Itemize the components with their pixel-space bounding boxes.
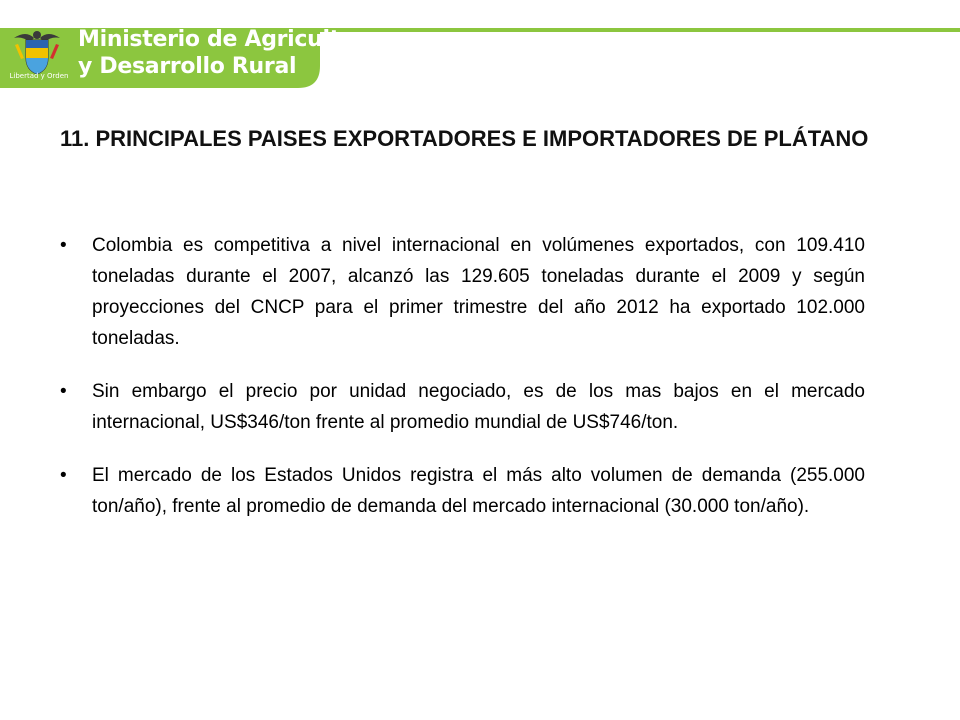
bullet-dot-icon: • xyxy=(60,235,67,256)
slide-title: 11. PRINCIPALES PAISES EXPORTADORES E IMPORTADORES DE PLÁTANO xyxy=(60,126,869,151)
bullet-list xyxy=(60,230,865,544)
bullet-item-exports xyxy=(60,230,865,354)
bullet-text: Colombia es competitiva a nivel internacional en volúmenes exportados, con 109.410 toneladas durante el 2007, alcanzó las 129.605 toneladas durante el 2009 y según proyecciones del CNCP para el primer trimestre del año 2012 ha exportado 102.000 toneladas. xyxy=(92,235,865,349)
bullet-item-usa-demand xyxy=(60,460,865,522)
header-banner xyxy=(0,0,960,92)
bullet-text: Sin embargo el precio por unidad negociado, es de los mas bajos en el mercado internacional, US$346/ton frente al promedio mundial de US$746/ton. xyxy=(92,381,865,433)
ministry-name xyxy=(78,26,380,80)
bullet-dot-icon: • xyxy=(60,465,67,486)
ministry-name-line1: Ministerio de Agricultura xyxy=(78,27,381,52)
crest-motto: Libertad y Orden xyxy=(9,72,69,80)
bullet-item-price xyxy=(60,376,865,438)
bullet-text: El mercado de los Estados Unidos registra el más alto volumen de demanda (255.000 ton/año), frente al promedio de demanda del mercado internacional (30.000 ton/año). xyxy=(92,465,865,517)
ministry-name-line2: y Desarrollo Rural xyxy=(78,54,297,79)
bullet-dot-icon: • xyxy=(60,381,67,402)
coat-of-arms-icon xyxy=(8,28,66,76)
